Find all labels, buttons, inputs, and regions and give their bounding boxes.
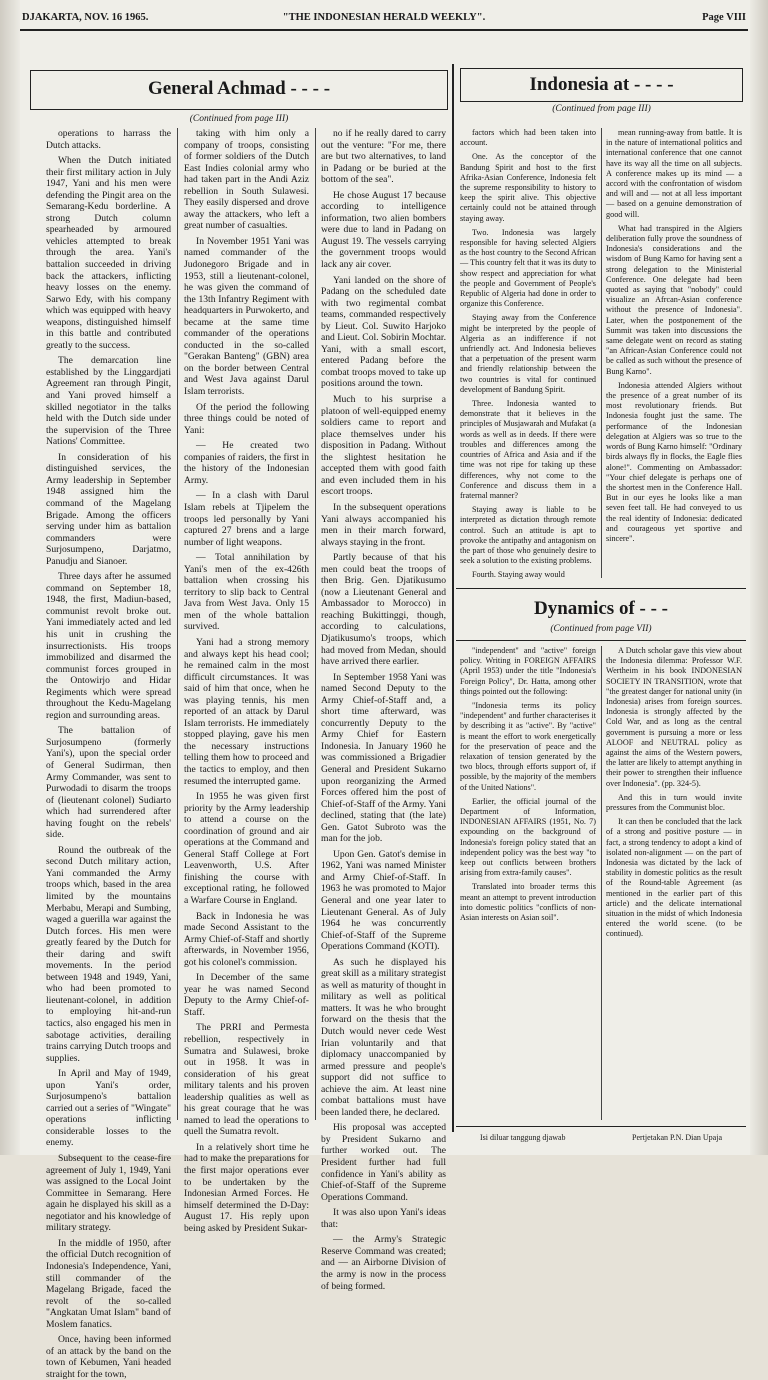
- achmad-column-2: [184, 128, 309, 1234]
- headline-dynamics: Dynamics of - - -: [533, 598, 669, 619]
- paragraph: Once, having been informed of an attack by the band on the town of Kebumen, Yani headed straight for the town,: [46, 1334, 171, 1380]
- paragraph: Indonesia attended Algiers without the presence of a great number of its most revolutionary friends. But Indonesia fought just the same. The performance of the Indonesian delegation at Algiers was so true to the words of Bung Karno himself: "Ordinary birds always fly in flocks, the Eagle flies alone!". Commenting on Ambassador: "Your chief delegate is perhaps one of the shortest men in the Conference Hall. But in our eyes he looks like a man seven feet tall. He had conveyed to us the real identity of Indonesia: dedicated and courageous yet sportive and sincere".: [606, 380, 742, 543]
- paragraph: — the Army's Strategic Reserve Command was created; and — an Airborne Division of the army is now in the process of being formed.: [321, 1234, 446, 1292]
- paragraph: And this in turn would invite pressures from the Communist bloc.: [606, 792, 742, 813]
- column-rule: [601, 646, 602, 1120]
- continued-note-achmad: (Continued from page III): [189, 114, 289, 124]
- column-rule: [315, 128, 316, 1120]
- paragraph: In the middle of 1950, after the official Dutch recognition of Indonesia's Independence, Yani, still commander of the Magelang Brigade, faced the revolt of the so-called "Angkatan Umat Islam" band of Moslem fanatics.: [46, 1237, 171, 1330]
- paragraph: In the subsequent operations Yani always accompanied his men in their march forward, always staying in the front.: [321, 501, 446, 548]
- paragraph: It was also upon Yani's ideas that:: [321, 1207, 446, 1230]
- paragraph: Partly because of that his men could beat the troops of then Brig. Gen. Djatikusumo (now a Lieutenant General and Ambassador to Morocco) in reaching Bukittinggi, though, according to calculations, Djatikusumo's troops, which had moved from Medan, should have arrived there earlier.: [321, 552, 446, 668]
- paragraph: Three. Indonesia wanted to demonstrate that it believes in the principles of Musjawarah and Mufakat (a words as well as in deeds. If there were troubles and differences among the countries of Africa and Asia and if the time was not ripe for taking up these differences, why not come to the Conference and discuss them in a fraternal manner?: [460, 399, 596, 500]
- paragraph: He chose August 17 because according to intelligence information, two alien bombers were due to land in Padang on August 19. The vessels carrying the government troops would lack any air cover.: [321, 189, 446, 271]
- paragraph: Two. Indonesia was largely responsible for having selected Algiers as the host country to the Second African — This country felt that it was its duty to show respect and appreciation for what the people and Government of People's Republic of Algeria had done in order to organize this Conference.: [460, 227, 596, 309]
- paragraph: A Dutch scholar gave this view about the Indonesia dilemma: Professor W.F. Wertheim in his book INDONESIAN SOCIETY IN TRANSITION, wrote that "the greatest danger for national unity (in Indonesia) arises from foreign sources. Indonesia is strongly affected by the Cold War, and as long as the central government is pursuing a more or less ALOOF and NEUTRAL policy as against the aims of the Western powers, the latter are likely to attempt anything in their power to strengthen their influence over Indonesia". (pp. 324-5).: [606, 646, 742, 788]
- paragraph: His proposal was accepted by President Sukarno and further worked out. The President further had full confidence in Yani's ability as Chief-of-Staff of the Supreme Operations Command.: [321, 1122, 446, 1203]
- footer-disclaimer: Isi diluar tanggung djawab: [480, 1133, 566, 1142]
- paragraph: — He created two companies of raiders, the first in the history of the Indonesian Army.: [184, 440, 309, 486]
- masthead-page-number: Page VIII: [702, 12, 746, 23]
- masthead-rule: [20, 29, 748, 31]
- column-rule: [177, 128, 178, 1120]
- paragraph: In consideration of his distinguished services, the Army leadership in September 1948 assigned him the command of the Magelang Brigade. Among the officers serving under him as battalion commanders were Surjosumpeno, Darjatmo, Panudju and Sianoer.: [46, 451, 171, 567]
- indonesia-column-1: [460, 128, 596, 578]
- paragraph: In November 1951 Yani was named commander of the Judonegoro Brigade and in 1953, still a lieutenant-colonel, he was given the command of the 13th Infantry Regiment with headquarters in Purwokerto, and became at the same time commander of the operations conducted in the so-called "Gerakan Banteng" (GBN) area on the border between Central and West Java against Darul Islam terrorists.: [184, 235, 309, 398]
- page-edge-left: [0, 0, 20, 1155]
- paragraph: Staying away from the Conference might be interpreted by the people of Algeria as an indifference if not unfriendly act. And Indonesia believes that a perpetuation of the present warm and friendly relationship between the two countries is vital for continued development of Bandung Spirit.: [460, 313, 596, 394]
- paragraph: In September 1958 Yani was named Second Deputy to the Army Chief-of-Staff and, a short time afterward, was concurrently Deputy to the Army Chief for Eastern Indonesia. In January 1960 he was commissioned a Brigadier General and President Sukarno upon reorganizing the Armed Forces offered him the post of Chief-of-Staff of the Army. Yani declined, stating that (the late) Gen. Gatot Subroto was the man for the job.: [321, 671, 446, 845]
- masthead: [22, 12, 746, 26]
- paragraph: "independent" and "active" foreign policy. Writing in FOREIGN AFFAIRS (April 1953) under the title "Indonesia's Foreign Policy", Dr. Hatta, among other things pointed out the following:: [460, 646, 596, 696]
- paragraph: What had transpired in the Algiers deliberation fully prove the soundness of Indonesia's considerations and the wisdom of Bung Karno for having sent a strong delegation to the Ministerial Conference. One delegate had been quoted as saying that "nobody" could visualize an Afrcan-Asian conference without the presence of Indonesia". Later, when the postponement of the Summit was taken into discussions the same delegate went on record as stating "an African-Asian Conference could not be called as such without the presence of Bung Karno".: [606, 223, 742, 376]
- paragraph: Back in Indonesia he was made Second Assistant to the Army Chief-of-Staff and shortly afterwards, in November 1956, got his colonel's commission.: [184, 910, 309, 968]
- section-rule: [456, 588, 746, 589]
- paragraph: Yani had a strong memory and always kept his head cool; he remained calm in the most difficult circumstances. It was said of him that once, when he was playing tennis, his men reported of an attack by Darul Islam terrorists. He immediately stopped playing, gave his men the necessary instructions telling them how to proceed and the tactics to employ, and then resumed the interrupted game.: [184, 636, 309, 787]
- paragraph: In December of the same year he was named Second Deputy to the Army Chief-of-Staff.: [184, 972, 309, 1018]
- headline-achmad: General Achmad - - - -: [147, 78, 331, 99]
- paragraph: — Total annihilation by Yani's men of the ex-426th battalion when crossing his territory to slip back to Central Java from West Java. Only 15 men of the whole battalion survived.: [184, 552, 309, 633]
- paragraph: Much to his surprise a platoon of well-equipped enemy soldiers came to report and place themselves under his disposition in Padang. Without the slightest hesitation he accepted them with good faith and even included them in his escort troops.: [321, 394, 446, 498]
- indonesia-column-2: [606, 128, 742, 578]
- continued-note-dynamics: (Continued from page VII): [550, 624, 652, 634]
- paragraph: Translated into broader terms this meant an attempt to prevent introduction into domestic politics "conflicts of non-Asian interests on Asian soil".: [460, 882, 596, 923]
- paragraph: Fourth. Staying away would: [472, 570, 565, 580]
- paragraph: The PRRI and Permesta rebellion, respectively in Sumatra and Sulawesi, broke out in 1958. It was in consideration of his great military talents and his proven leadership qualities as well as his great courage that he was named to lead the operations to quell the Sumatra revolt.: [184, 1022, 309, 1138]
- paragraph: In April and May of 1949, upon Yani's order, Surjosumpeno's battalion carried out a series of "Wingate" operations inflicting considerable losses to the enemy.: [46, 1068, 171, 1149]
- paragraph: Staying away is liable to be interpreted as dictation through remote control. Such an attitude is apt to provoke the antipathy and antagonism on the part of those who genuinely desire to seek a solution to the existing problems.: [460, 505, 596, 566]
- paragraph: In 1955 he was given first priority by the Army leadership to attend a course on the coordination of ground and air operations at the Command and General Staff College at Fort Leavenworth, U.S. After finishing the course with exceptional rating, he followed a Warfare Course in England.: [184, 791, 309, 906]
- column-rule: [601, 128, 602, 578]
- page-edge-right: [750, 0, 768, 1155]
- dynamics-column-2: [606, 646, 742, 1120]
- headline-indonesia: Indonesia at - - - -: [529, 74, 674, 95]
- paragraph: no if he really dared to carry out the venture: "For me, there are but two alternatives, to land in Padang or be buried at the bottom of the sea".: [321, 128, 446, 186]
- continued-note-indonesia: (Continued from page III): [552, 104, 651, 114]
- paragraph: It can then be concluded that the lack of a strong and positive posture — in fact, a strong tendency to adopt a kind of isolated non-alignment — on the part of Indonesia was dictated by the lack of stability in domestic politics as the result of the Round-table Agreement (as mentioned in the earlier part of this article) and the delicate international situation in the midst of which Indonesia entered the world scene. (to be continued).: [606, 817, 742, 939]
- achmad-column-1: [46, 128, 171, 1380]
- paragraph: mean running-away from battle. It is in the nature of international politics and international conference that one cannot have its way all the time on all subjects. A conference makes up its mind — a accord with the confrontation of wisdom and will and — not at all less important — based on a genuine demonstration of good will.: [606, 128, 742, 219]
- paragraph: The demarcation line established by the Linggardjati Agreement ran through Pingit, and Yani proved himself a skilled negotiator in the talks held with the Dutch side under the supervision of the Three Nations' Committee.: [46, 355, 171, 448]
- dynamics-column-1: [460, 646, 596, 1120]
- paragraph: Round the outbreak of the second Dutch military action, Yani commanded the Army troops which, based in the area limited by the mountains Merbabu, Merapi and Sumbing, waged a guerilla war against the Dutch forces. His men were greatly feared by the Dutch for their daring and swift movements. In the period between 1948 and 1949, Yani, who had been promoted to lieutenant-colonel, in addition to employing hit-and-run tactics, also engaged his men in sabotage activities, derailing trains carrying Dutch troops and supplies.: [46, 844, 171, 1064]
- section-rule: [456, 640, 746, 641]
- paragraph: In a relatively short time he had to make the preparations for the first major operations ever to be undertaken by the Indonesian Armed Forces. He himself determined the D-Day: August 17. His reply upon being asked by President Sukar-: [184, 1141, 309, 1234]
- paragraph: Earlier, the official journal of the Department of Information, INDONESIAN AFFAIRS (1951, No. 7) expounding on the background of Indonesia's foreign policy stated that an independent policy was the best way "to keep out conflicts between brothers arising from extra-family causes".: [460, 796, 596, 878]
- paragraph: Yani landed on the shore of Padang on the scheduled date with two regimental combat teams, commanded respectively by Lieut. Col. Suwito Harjoko and Lieut. Col. Sobirin Mochtar. Yani, with a small escort, entered Padang before the combat troops moved to take up positions around the town.: [321, 274, 446, 390]
- paragraph: The battalion of Surjosumpeno (formerly Yani's), upon the special order of General Sudirman, then Army Commander, was sent to Purwodadi to disarm the troops of (lieutenant colonel) Sudiarto which had surrendered after having fought on the rebels' side.: [46, 725, 171, 841]
- section-divider: [452, 64, 454, 1132]
- paragraph: "Indonesia terms its policy "independent" and further characterises it by describing it as "active". By "active" is meant the effort to work energetically for the preservation of peace and the relaxation of tension generated by the two blocs, through efforts support of, if possible, by the majority of the members of the United Nations".: [460, 701, 596, 792]
- paragraph: Upon Gen. Gatot's demise in 1962, Yani was named Minister and Army Chief-of-Staff. In 1963 he was promoted to Major General and one year later to Lieutenant General. As of July 1964 he was concurrently Chief-of-Staff of the Supreme Operations Command (KOTI).: [321, 848, 446, 953]
- paragraph: operations to harrass the Dutch attacks.: [46, 128, 171, 151]
- paragraph: As such he displayed his great skill as a military strategist as well as maturity of thought in military as well as political matters. It was he who brought forward on the thesis that the Dutch would never cede West Irian voluntarily and that diplomacy unaccompanied by armed pressure and people's support did not suffice to achieve the aim. At least nine combat battalions must have been landed there, he declared.: [321, 956, 446, 1118]
- paragraph: — In a clash with Darul Islam rebels at Tjipelem the troops led personally by Yani captured 27 brens and a large number of light weapons.: [184, 490, 309, 548]
- paragraph: factors which had been taken into account.: [460, 128, 596, 148]
- masthead-paper-name: "THE INDONESIAN HERALD WEEKLY".: [282, 12, 486, 23]
- masthead-dateline: DJAKARTA, NOV. 16 1965.: [22, 12, 149, 23]
- paragraph: Subsequent to the cease-fire agreement of July 1, 1949, Yani was assigned to the Local Joint Committee in Semarang. Here again he displayed his skill as a negotiator and his knowledge of military strategy.: [46, 1153, 171, 1234]
- paragraph: taking with him only a company of troops, consisting of former soldiers of the Dutch East Indies colonial army who had taken part in the Andi Aziz rebellion in South Sulawesi. They easily dispersed and drove away the attackers, who left a great number of casualties.: [184, 128, 309, 232]
- paragraph: When the Dutch initiated their first military action in July 1947, Yani and his men were defending the Pingit area on the Semarang-Kedu borderline. A strong Dutch column spearheaded by armoured vehicles attempted to break through the area. Yani's battalion succeeded in driving back the attackers, inflicting heavy losses on the enemy. Sarwo Edy, with his company which was equipped with heavy weapons, distinguished himself in this battle and contributed greatly to the success.: [46, 155, 171, 351]
- footer-printer: Pertjetakan P.N. Dian Upaja: [632, 1133, 722, 1142]
- footer-rule: [456, 1126, 746, 1127]
- paragraph: Of the period the following three things could be noted of Yani:: [184, 401, 309, 436]
- footer: [460, 1133, 742, 1145]
- achmad-column-3: [321, 128, 446, 1292]
- paragraph: Three days after he assumed command on September 18, 1948, the first, Madiun-based, communist revolt broke out. Yani immediately acted and led his unit in crushing the insurrectionists. His troops immobilized and disarmed the communist forces grouped in the Ontowirjo and Hidar Regiments which were spread throughout the Kedu-Magelang region and surrounding areas.: [46, 571, 171, 721]
- paragraph: One. As the conceptor of the Bandung Spirit and host to the first Afrika-Asian Conference, Indonesia felt the supreme responsibility to history to keep the spirit alive. This objective certainly could not be attained through staying away.: [460, 152, 596, 223]
